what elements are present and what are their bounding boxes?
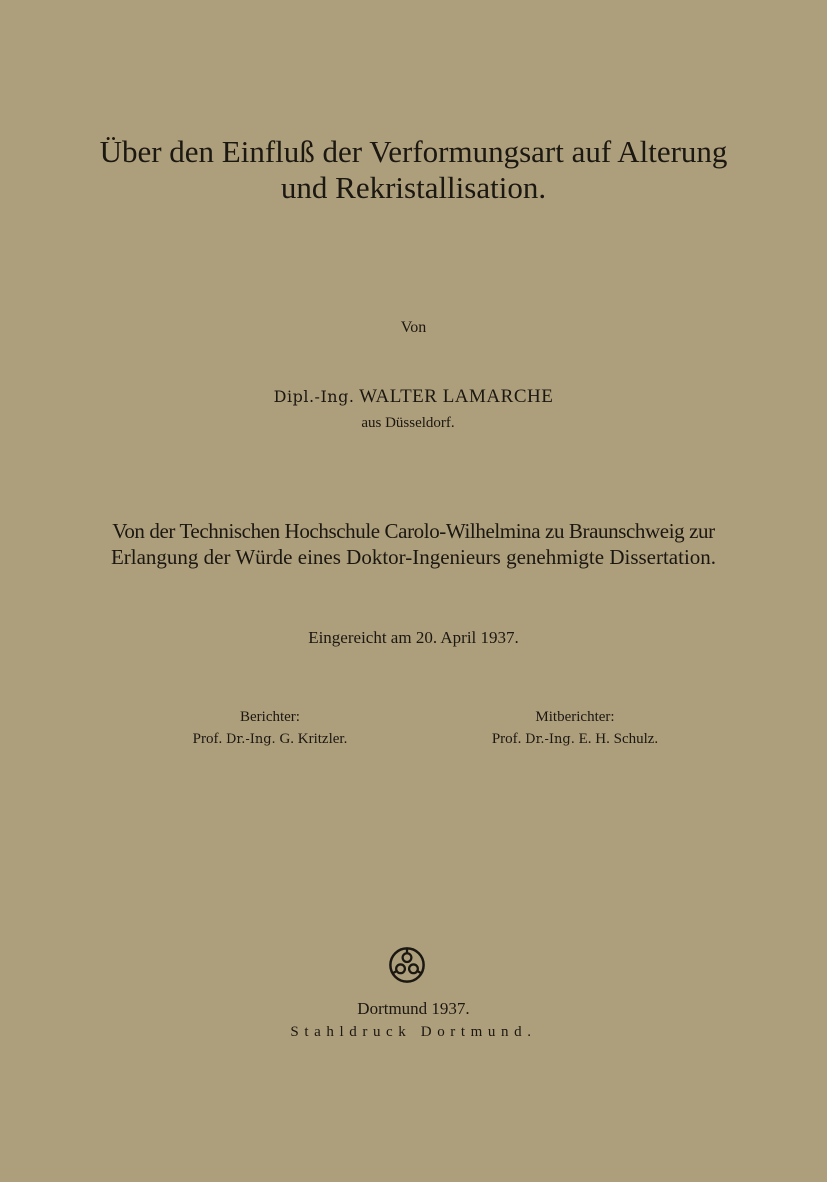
author-origin: aus Düsseldorf. bbox=[361, 415, 455, 431]
referee-block bbox=[140, 706, 400, 751]
referee-name: G. Kritzler. bbox=[279, 731, 348, 747]
referee-role: Berichter: bbox=[240, 709, 300, 725]
co-referee-block bbox=[445, 706, 705, 751]
dissertation-line-2: Erlangung der Würde eines Doktor-Ingenieurs genehmigte Dissertation. bbox=[110, 545, 717, 569]
co-referee-name: E. H. Schulz. bbox=[578, 731, 659, 747]
printer-name: Stahldruck Dortmund. bbox=[290, 1024, 537, 1040]
title-line-1: Über den Einfluß der Verformungsart auf Alterung bbox=[99, 134, 728, 169]
dissertation-line-1: Von der Technischen Hochschule Carolo-Wilhelmina zu Braunschweig zur bbox=[112, 519, 715, 543]
author-line bbox=[0, 385, 827, 409]
publication-place-year: Dortmund 1937. bbox=[357, 999, 470, 1018]
author-degree: Dipl.-Ing. bbox=[273, 387, 355, 406]
submission-date: Eingereicht am 20. April 1937. bbox=[308, 628, 519, 647]
co-referee-prof: Prof. bbox=[491, 731, 522, 747]
title-line-2: und Rekristallisation. bbox=[280, 170, 547, 205]
von-label: Von bbox=[400, 319, 427, 336]
referee-degree: Dr.-Ing. bbox=[225, 732, 276, 747]
co-referee-role: Mitberichter: bbox=[535, 709, 615, 725]
co-referee-name-line bbox=[445, 728, 705, 751]
author-name: WALTER LAMARCHE bbox=[359, 386, 554, 407]
referee-prof: Prof. bbox=[192, 731, 223, 747]
publisher-emblem-icon bbox=[388, 946, 426, 984]
co-referee-degree: Dr.-Ing. bbox=[525, 732, 575, 747]
referee-name-line bbox=[140, 728, 400, 751]
